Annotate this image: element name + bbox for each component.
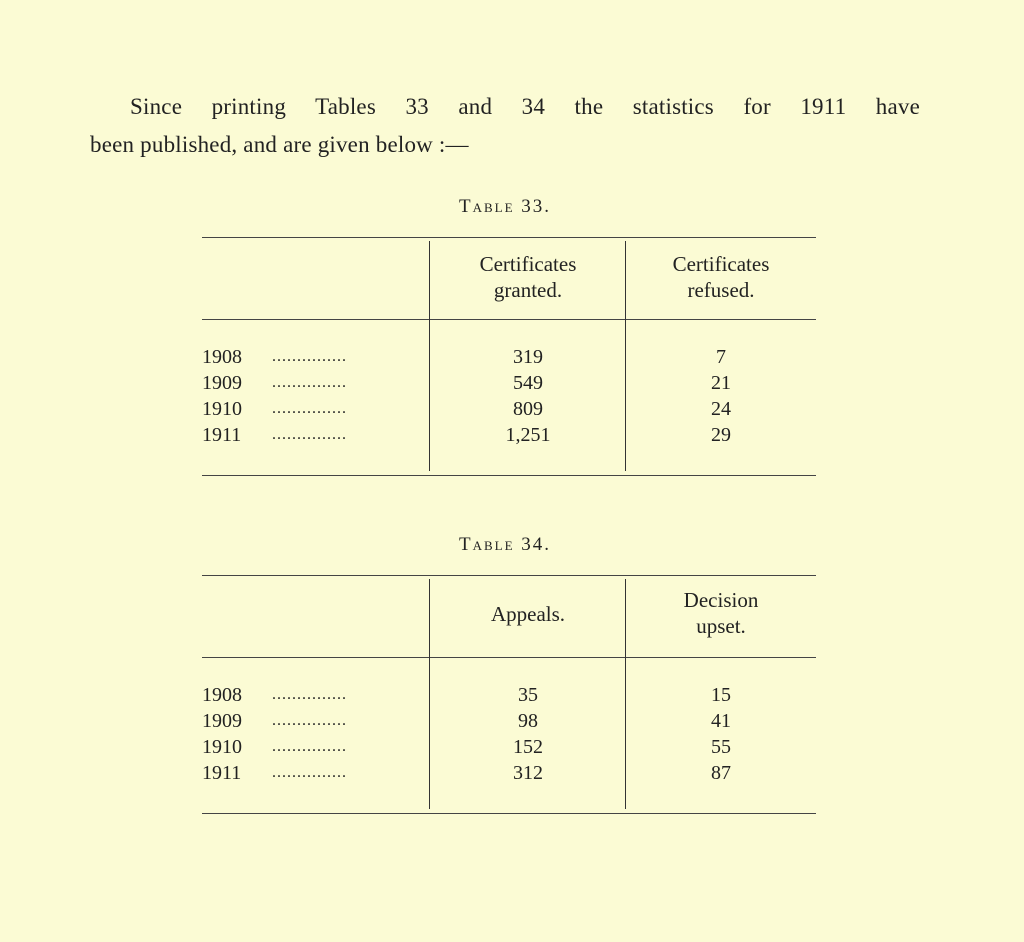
table-33-header-refused-line-1: Certificates (672, 252, 770, 276)
row-refused: 21 (711, 372, 731, 394)
table-33 (202, 237, 816, 477)
row-leader-dots: ............... (272, 400, 347, 417)
intro-paragraph (90, 88, 920, 164)
table-row (202, 396, 816, 422)
table-34-title: Table 34. (458, 534, 552, 555)
row-leader-dots: ............... (272, 764, 347, 781)
row-appeals: 98 (518, 710, 538, 732)
row-leader-dots: ............... (272, 348, 347, 365)
table-33-header-granted-line-1: Certificates (479, 252, 577, 276)
table-33-bottom-rule (202, 475, 816, 476)
row-granted: 809 (513, 398, 543, 420)
table-33-header-rule (202, 319, 816, 320)
table-row (202, 422, 816, 448)
table-34-bottom-rule (202, 813, 816, 814)
row-appeals: 312 (513, 762, 543, 784)
table-34-header-decision-line-1: Decision (683, 588, 759, 612)
row-granted: 1,251 (505, 424, 551, 446)
table-34-header-appeals (430, 601, 626, 627)
row-refused: 29 (711, 424, 731, 446)
row-decision-upset: 15 (711, 684, 731, 706)
row-year: 1908 (202, 684, 242, 706)
row-year: 1909 (202, 710, 242, 732)
table-row (202, 760, 816, 786)
row-leader-dots: ............... (272, 686, 347, 703)
row-leader-dots: ............... (272, 712, 347, 729)
row-year: 1910 (202, 398, 242, 420)
table-33-header-refused (626, 251, 816, 303)
row-appeals: 35 (518, 684, 538, 706)
table-row (202, 682, 816, 708)
table-row (202, 734, 816, 760)
row-granted: 549 (513, 372, 543, 394)
row-decision-upset: 87 (711, 762, 731, 784)
row-year: 1911 (202, 424, 242, 446)
row-appeals: 152 (513, 736, 543, 758)
row-year: 1909 (202, 372, 242, 394)
row-leader-dots: ............... (272, 426, 347, 443)
table-row (202, 370, 816, 396)
table-row (202, 708, 816, 734)
row-granted: 319 (513, 346, 543, 368)
intro-line-1: Since printing Tables 33 and 34 the statistics for 1911 have (130, 94, 920, 119)
table-34-header-decision-line-2: upset. (696, 614, 746, 638)
table-33-header-granted-line-2: granted. (493, 278, 563, 302)
row-year: 1910 (202, 736, 242, 758)
row-leader-dots: ............... (272, 374, 347, 391)
row-year: 1911 (202, 762, 242, 784)
row-leader-dots: ............... (272, 738, 347, 755)
table-34 (202, 575, 816, 815)
table-34-header-rule (202, 657, 816, 658)
row-decision-upset: 55 (711, 736, 731, 758)
table-34-top-rule (202, 575, 816, 576)
row-refused: 24 (711, 398, 731, 420)
table-33-header-refused-line-2: refused. (687, 278, 755, 302)
intro-line-2: been published, and are given below :— (90, 132, 469, 157)
table-33-header-granted (430, 251, 626, 303)
table-row (202, 344, 816, 370)
row-refused: 7 (716, 346, 726, 368)
table-34-header-decision (626, 587, 816, 639)
table-34-header-appeals-line-1: Appeals. (490, 602, 566, 626)
row-decision-upset: 41 (711, 710, 731, 732)
row-year: 1908 (202, 346, 242, 368)
table-33-title: Table 33. (458, 196, 552, 217)
table-33-top-rule (202, 237, 816, 238)
